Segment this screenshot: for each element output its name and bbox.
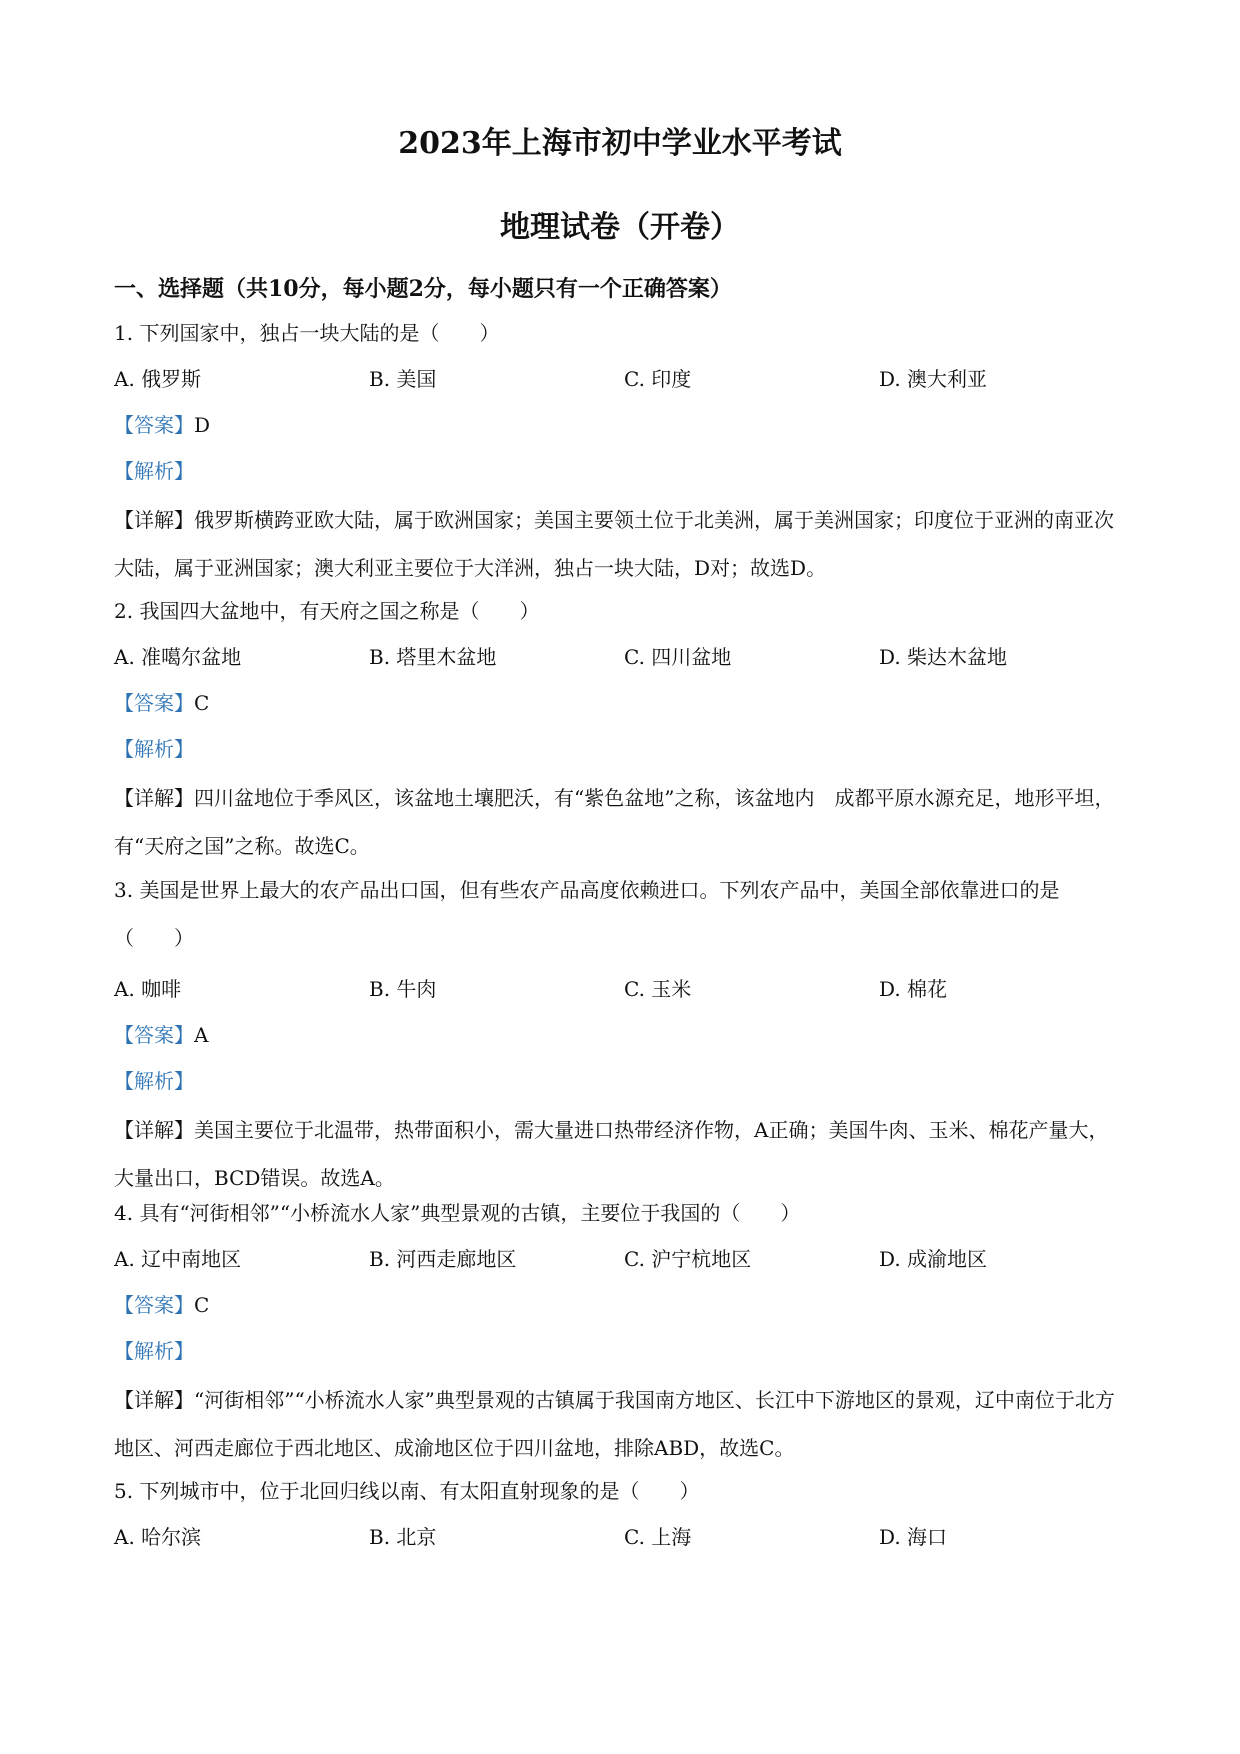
option-row [114, 1236, 1124, 1282]
analysis-line [114, 726, 1124, 772]
question-stem: 2. 我国四大盆地中，有天府之国之称是（ ） [114, 599, 540, 623]
answer-label: 【答案】 [114, 691, 194, 715]
detail-label: 【详解】 [114, 508, 194, 532]
answer-value: D [194, 413, 211, 437]
detail-label: 【详解】 [114, 1388, 194, 1412]
analysis-line [114, 1058, 1124, 1104]
exam-subtitle: 地理试卷（开卷） [500, 210, 740, 245]
question-3 [114, 866, 1124, 1206]
option-b: B. 北京 [369, 1525, 437, 1549]
analysis-label: 【解析】 [114, 1339, 194, 1363]
option-row [114, 1514, 1124, 1560]
option-b: B. 牛肉 [369, 977, 437, 1001]
detail-paragraph [114, 1376, 1124, 1472]
option-d: D. 棉花 [879, 977, 948, 1001]
section-heading: 一、选择题（共10分，每小题2分，每小题只有一个正确答案） [114, 276, 732, 302]
option-a: A. 咖啡 [114, 977, 182, 1001]
detail-text: 四川盆地位于季风区，该盆地土壤肥沃，有“紫色盆地”之称，该盆地内 成都平原水源充足，地形平坦，有“天府之国”之称。故选C。 [114, 786, 1115, 858]
exam-title: 2023年上海市初中学业水平考试 [398, 126, 842, 161]
option-a: A. 俄罗斯 [114, 367, 202, 391]
answer-label: 【答案】 [114, 413, 194, 437]
question-stem: 3. 美国是世界上最大的农产品出口国，但有些农产品高度依赖进口。下列农产品中，美国全部依靠进口的是（ ） [114, 878, 1060, 950]
question-4 [114, 1190, 1124, 1476]
option-row [114, 356, 1124, 402]
detail-paragraph [114, 774, 1124, 870]
answer-value: C [194, 691, 210, 715]
detail-paragraph [114, 1106, 1124, 1202]
option-row [114, 634, 1124, 680]
analysis-line [114, 1328, 1124, 1374]
detail-label: 【详解】 [114, 1118, 194, 1142]
detail-paragraph [114, 496, 1124, 592]
option-d: D. 澳大利亚 [879, 367, 988, 391]
option-c: C. 上海 [624, 1525, 692, 1549]
detail-label: 【详解】 [114, 786, 194, 810]
option-row [114, 966, 1124, 1012]
answer-value: A [194, 1023, 209, 1047]
option-d: D. 柴达木盆地 [879, 645, 1008, 669]
detail-text: “河街相邻”“小桥流水人家”典型景观的古镇属于我国南方地区、长江中下游地区的景观，辽中南位于北方地区、河西走廊位于西北地区、成渝地区位于四川盆地，排除ABD，故选C。 [114, 1388, 1115, 1460]
option-a: A. 辽中南地区 [114, 1247, 242, 1271]
option-b: B. 美国 [369, 367, 437, 391]
answer-line [114, 680, 1124, 726]
answer-label: 【答案】 [114, 1293, 194, 1317]
analysis-label: 【解析】 [114, 737, 194, 761]
answer-label: 【答案】 [114, 1023, 194, 1047]
detail-text: 俄罗斯横跨亚欧大陆，属于欧洲国家；美国主要领土位于北美洲，属于美洲国家；印度位于亚洲的南亚次大陆，属于亚洲国家；澳大利亚主要位于大洋洲，独占一块大陆，D对；故选D。 [114, 508, 1114, 580]
question-2 [114, 588, 1124, 874]
option-d: D. 成渝地区 [879, 1247, 988, 1271]
option-b: B. 塔里木盆地 [369, 645, 497, 669]
option-c: C. 沪宁杭地区 [624, 1247, 752, 1271]
option-c: C. 印度 [624, 367, 692, 391]
analysis-label: 【解析】 [114, 1069, 194, 1093]
option-b: B. 河西走廊地区 [369, 1247, 517, 1271]
answer-line [114, 1012, 1124, 1058]
answer-line [114, 402, 1124, 448]
question-stem: 4. 具有“河街相邻”“小桥流水人家”典型景观的古镇，主要位于我国的（ ） [114, 1201, 801, 1225]
option-a: A. 哈尔滨 [114, 1525, 202, 1549]
question-5 [114, 1468, 1124, 1560]
answer-line [114, 1282, 1124, 1328]
answer-value: C [194, 1293, 210, 1317]
option-a: A. 准噶尔盆地 [114, 645, 242, 669]
analysis-label: 【解析】 [114, 459, 194, 483]
option-d: D. 海口 [879, 1525, 948, 1549]
analysis-line [114, 448, 1124, 494]
question-stem: 5. 下列城市中，位于北回归线以南、有太阳直射现象的是（ ） [114, 1479, 700, 1503]
detail-text: 美国主要位于北温带，热带面积小，需大量进口热带经济作物，A正确；美国牛肉、玉米、棉花产量大，大量出口，BCD错误。故选A。 [114, 1118, 1109, 1190]
question-1 [114, 310, 1124, 596]
option-c: C. 玉米 [624, 977, 692, 1001]
option-c: C. 四川盆地 [624, 645, 732, 669]
question-stem: 1. 下列国家中，独占一块大陆的是（ ） [114, 321, 500, 345]
